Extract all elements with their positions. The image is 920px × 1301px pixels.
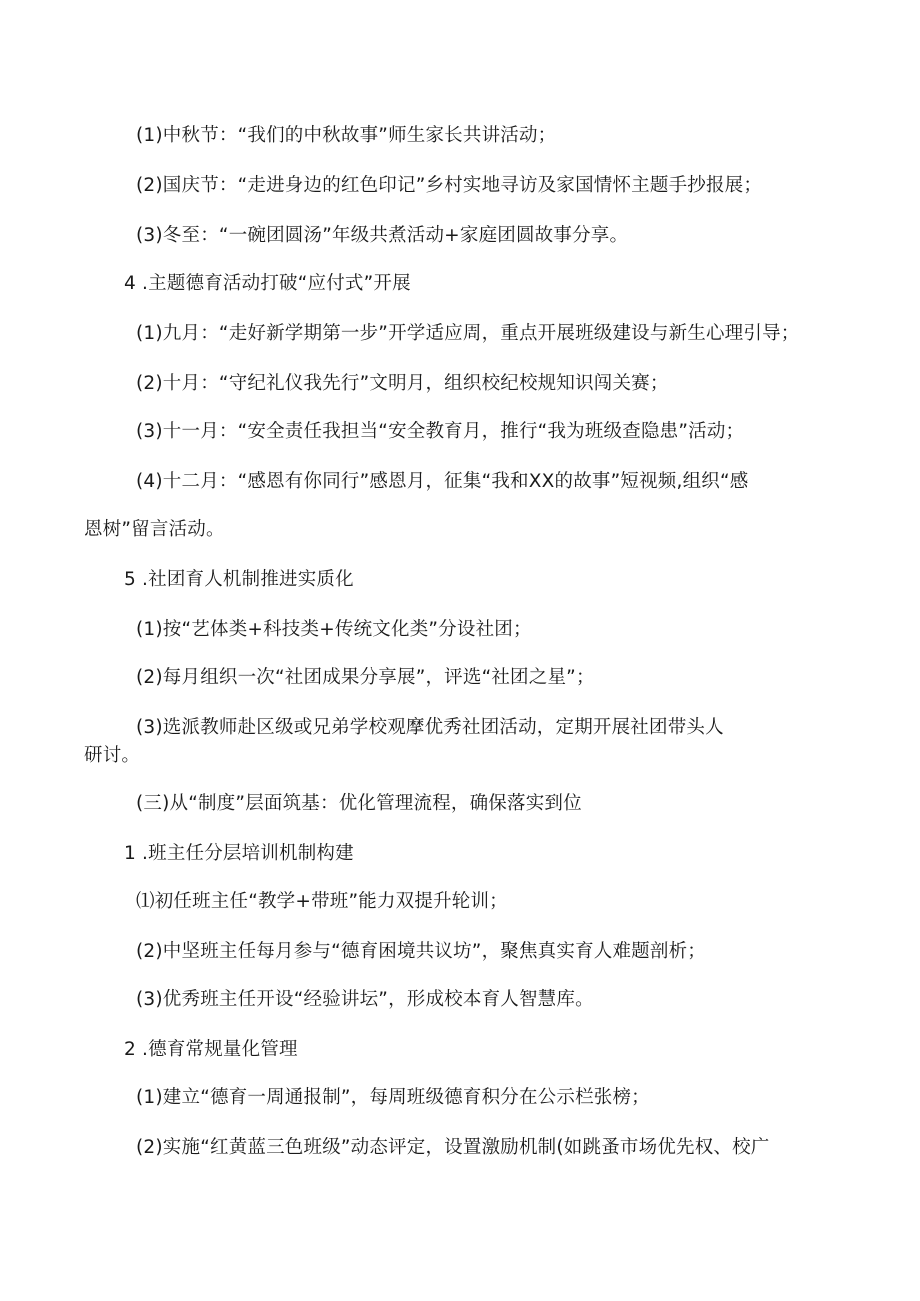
text-line: (3)十一月：“安全责任我担当“安全教育月，推行“我为班级查隐患”活动； (136, 421, 745, 442)
text-line: (3)冬至：“一碗团圆汤”年级共煮活动+家庭团圆故事分享。 (136, 225, 629, 246)
text-line: ⑴初任班主任“教学+带班”能力双提升轮训； (136, 891, 508, 912)
text-line: (1)按“艺体类+科技类+传统文化类”分设社团； (136, 619, 532, 640)
text-line: (1)中秋节：“我们的中秋故事”师生家长共讲活动； (136, 125, 557, 146)
section-heading: 5 .社团育人机制推进实质化 (124, 569, 354, 590)
text-line: (2)十月：“守纪礼仪我先行”文明月，组织校纪校规知识闯关赛； (136, 373, 669, 394)
text-line: (3)选派教师赴区级或兄弟学校观摩优秀社团活动，定期开展社团带头人 (136, 717, 724, 738)
text-line: (1)九月：“走好新学期第一步”开学适应周，重点开展班级建设与新生心理引导； (136, 323, 800, 344)
text-line: (2)实施“红黄蓝三色班级”动态评定，设置激励机制(如跳蚤市场优先权、校广 (136, 1137, 770, 1158)
text-line: (3)优秀班主任开设“经验讲坛”，形成校本育人智慧库。 (136, 989, 594, 1010)
text-line: (1)建立“德育一周通报制”，每周班级德育积分在公示栏张榜； (136, 1087, 650, 1108)
section-heading: 4 .主题德育活动打破“应付式”开展 (124, 273, 411, 294)
text-line: (2)每月组织一次“社团成果分享展”，评选“社团之星”； (136, 667, 595, 688)
text-line-continued: 恩树”留言活动。 (84, 519, 225, 540)
text-line-continued: 研讨。 (84, 745, 141, 766)
section-heading: 1 .班主任分层培训机制构建 (124, 843, 354, 864)
text-line: (2)国庆节：“走进身边的红色印记”乡村实地寻访及家国情怀主题手抄报展； (136, 175, 763, 196)
section-heading: (三)从“制度”层面筑基：优化管理流程，确保落实到位 (136, 793, 582, 814)
section-heading: 2 .德育常规量化管理 (124, 1039, 298, 1060)
text-line: (2)中坚班主任每月参与“德育困境共议坊”，聚焦真实育人难题剖析； (136, 941, 706, 962)
text-line: (4)十二月：“感恩有你同行”感恩月，征集“我和XX的故事”短视频,组织“感 (136, 471, 749, 492)
